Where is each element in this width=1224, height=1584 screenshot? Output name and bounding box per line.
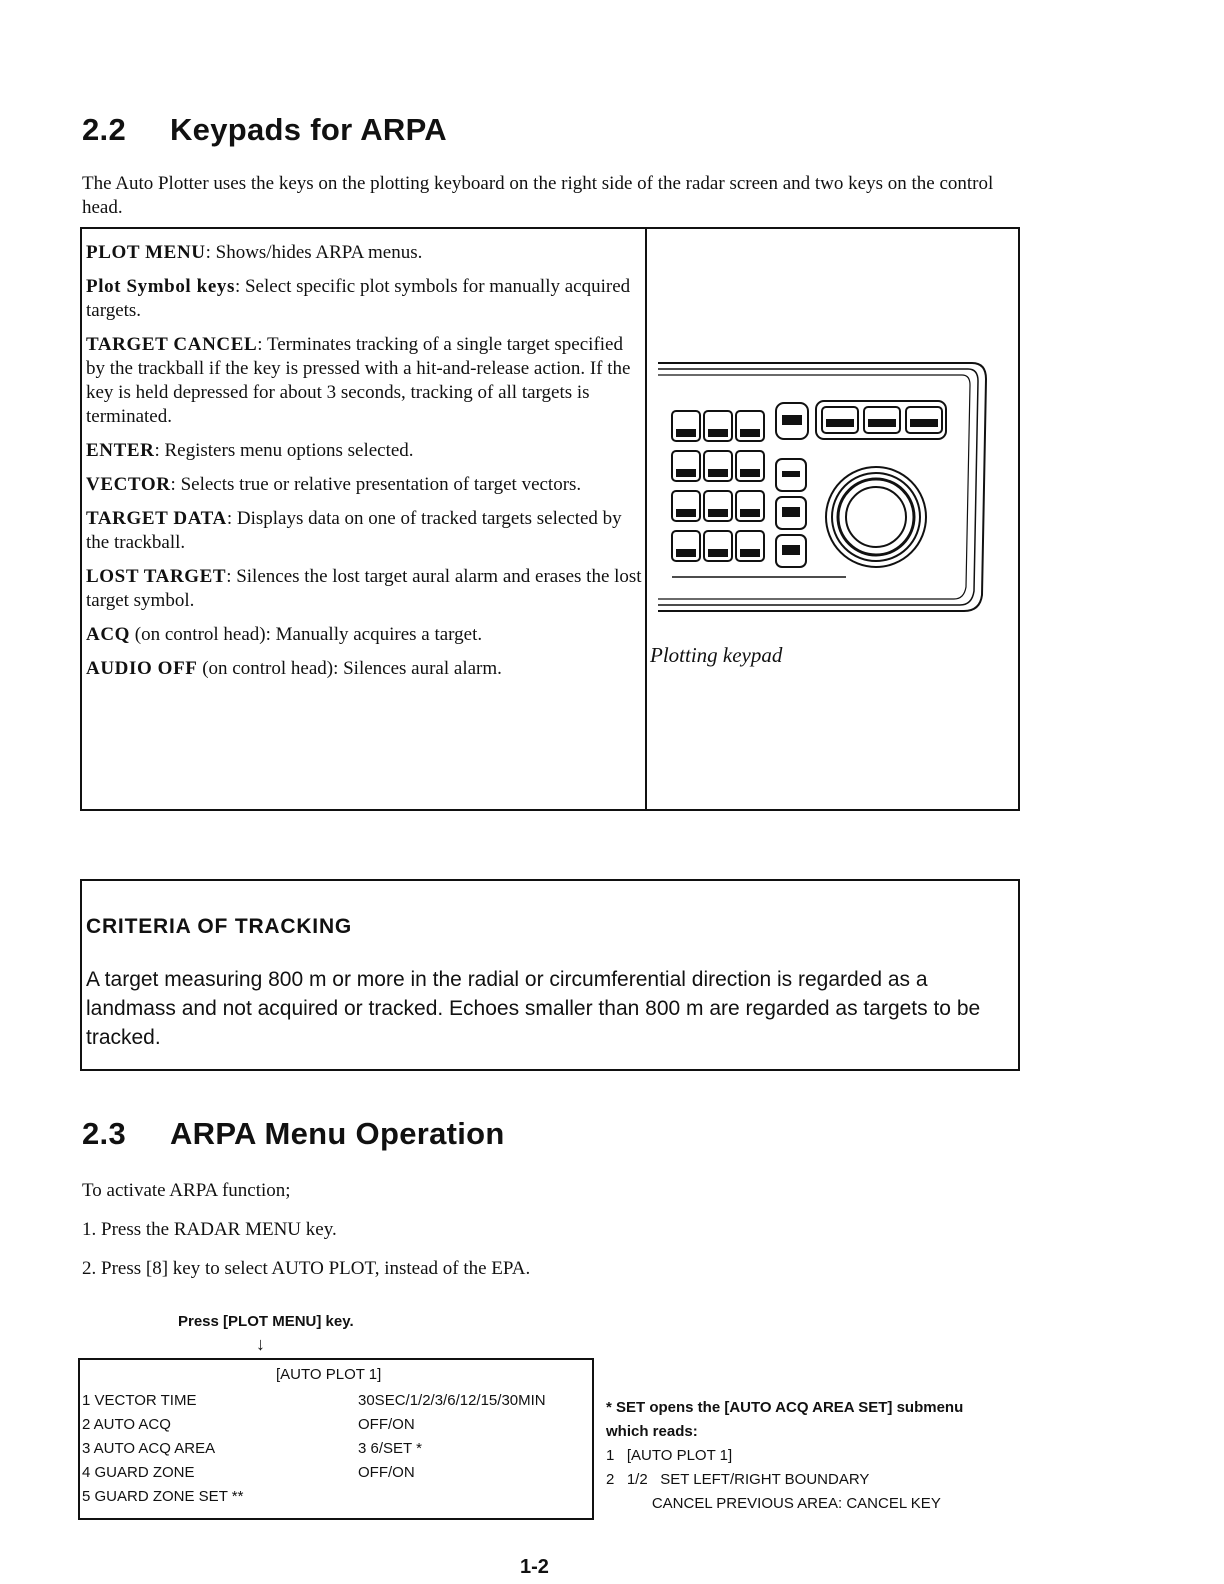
menu-item-label: 3 AUTO ACQ AREA (82, 1440, 216, 1457)
menu-item-label: 5 GUARD ZONE SET ** (82, 1488, 244, 1505)
key-desc: : Terminates tracking of a single target specified by the trackball if the key is pressed with a hit-and-release action. If the key is held depressed for about 3 seconds, tracking of all targets is terminated. (86, 334, 631, 427)
section-title-text: ARPA Menu Operation (170, 1116, 505, 1151)
note-line: CANCEL PREVIOUS AREA: CANCEL KEY (606, 1495, 941, 1512)
menu-item-label: 1 VECTOR TIME (82, 1392, 197, 1409)
key-item-plot-menu (86, 241, 642, 265)
figure-caption: Plotting keypad (650, 643, 783, 667)
key-desc: : Displays data on one of tracked targets selected by the trackball. (86, 508, 622, 553)
menu-item-value: OFF/ON (358, 1416, 415, 1433)
activate-intro: To activate ARPA function; (82, 1180, 291, 1201)
key-name: PLOT MENU (86, 242, 206, 263)
key-item-vector (86, 473, 642, 497)
key-name: VECTOR (86, 474, 171, 495)
page-number: 1-2 (520, 1556, 549, 1578)
submenu-note (606, 1396, 963, 1516)
note-line: 2 1/2 SET LEFT/RIGHT BOUNDARY (606, 1471, 870, 1488)
key-description-list (86, 241, 642, 691)
section-intro: The Auto Plotter uses the keys on the plotting keyboard on the right side of the radar screen and two keys on the control head. (82, 173, 994, 218)
auto-plot-menu (78, 1358, 594, 1520)
key-name: ACQ (86, 624, 131, 645)
table-divider (645, 229, 647, 809)
key-item-acq (86, 623, 642, 647)
key-name: TARGET DATA (86, 508, 227, 529)
criteria-box (80, 879, 1020, 1071)
key-desc: (on control head): Manually acquires a target. (130, 624, 483, 645)
key-name: AUDIO OFF (86, 658, 198, 679)
criteria-title: CRITERIA OF TRACKING (86, 915, 353, 938)
key-desc: : Silences the lost target aural alarm and erases the lost target symbol. (86, 566, 642, 611)
key-item-target-cancel (86, 333, 642, 429)
note-line: * SET opens the [AUTO ACQ AREA SET] submenu (606, 1399, 964, 1416)
keypad-table (80, 227, 1020, 811)
key-item-audio-off (86, 657, 642, 681)
section-2-2-title (82, 112, 447, 148)
key-desc: : Shows/hides ARPA menus. (205, 242, 423, 263)
plotting-keypad-illustration (656, 355, 992, 619)
key-item-target-data (86, 507, 642, 555)
step-1: 1. Press the RADAR MENU key. (82, 1219, 337, 1240)
key-item-plot-symbol (86, 275, 642, 323)
key-desc: : Registers menu options selected. (154, 440, 414, 461)
step-2: 2. Press [8] key to select AUTO PLOT, instead of the EPA. (82, 1258, 531, 1279)
key-name: Plot Symbol keys (86, 276, 235, 297)
menu-item-value: OFF/ON (358, 1464, 415, 1481)
key-name: TARGET CANCEL (86, 334, 258, 355)
menu-title: [AUTO PLOT 1] (276, 1366, 382, 1383)
section-title-text: Keypads for ARPA (170, 112, 447, 147)
key-name: LOST TARGET (86, 566, 227, 587)
key-desc: (on control head): Silences aural alarm. (197, 658, 502, 679)
press-instruction: Press [PLOT MENU] key. (178, 1313, 354, 1330)
menu-item-value: 30SEC/1/2/3/6/12/15/30MIN (358, 1392, 546, 1409)
section-number: 2.2 (82, 112, 126, 147)
down-arrow-icon: ↓ (256, 1334, 265, 1354)
criteria-body: A target measuring 800 m or more in the radial or circumferential direction is regarded as a landmass and not acquired or tracked. Echoes smaller than 800 m are regarded as targets to be tracked. (86, 968, 981, 1049)
menu-item-value: 3 6/SET * (358, 1440, 422, 1457)
menu-row (82, 1440, 592, 1462)
menu-row (82, 1392, 592, 1414)
menu-row (82, 1488, 592, 1510)
menu-item-label: 2 AUTO ACQ (82, 1416, 171, 1433)
key-name: ENTER (86, 440, 155, 461)
key-item-lost-target (86, 565, 642, 613)
key-item-enter (86, 439, 642, 463)
note-line: which reads: (606, 1423, 698, 1440)
section-2-3-title (82, 1116, 505, 1152)
section-number: 2.3 (82, 1116, 126, 1151)
menu-item-label: 4 GUARD ZONE (82, 1464, 195, 1481)
note-line: 1 [AUTO PLOT 1] (606, 1447, 733, 1464)
menu-row (82, 1416, 592, 1438)
menu-row (82, 1464, 592, 1486)
key-desc: : Select specific plot symbols for manually acquired targets. (86, 276, 631, 321)
key-desc: : Selects true or relative presentation of target vectors. (170, 474, 582, 495)
